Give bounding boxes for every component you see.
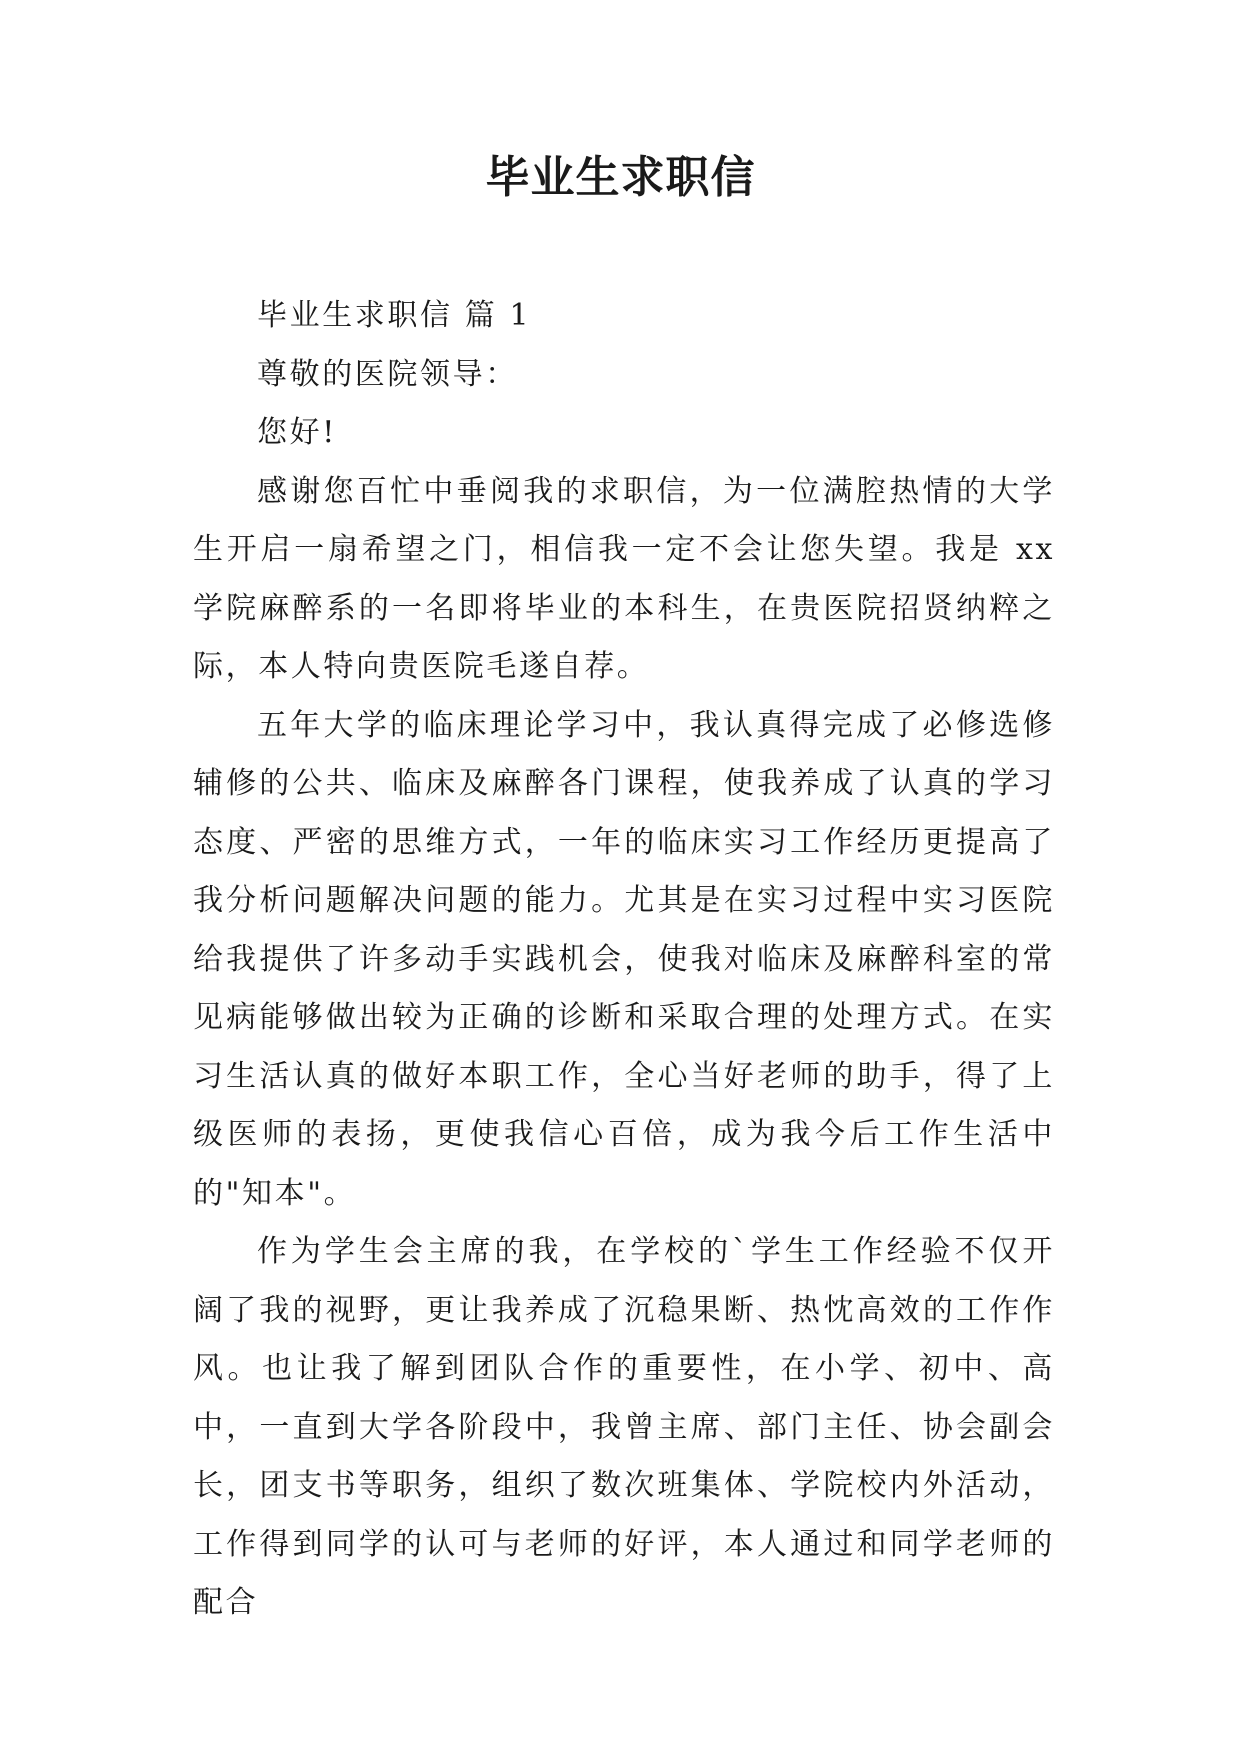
- document-title: 毕业生求职信: [485, 152, 756, 203]
- greeting: 您好!: [257, 415, 337, 450]
- document-body: [193, 287, 1055, 1633]
- section-heading: 毕业生求职信 篇 1: [257, 298, 532, 333]
- body-paragraph: 感谢您百忙中垂阅我的求职信，为一位满腔热情的大学生开启一扇希望之门，相信我一定不会让您失望。我是 xx 学院麻醉系的一名即将毕业的本科生，在贵医院招贤纳粹之际，本人特向贵医院毛遂自荐。: [193, 473, 1055, 684]
- body-paragraph: 五年大学的临床理论学习中，我认真得完成了必修选修辅修的公共、临床及麻醉各门课程，使我养成了认真的学习态度、严密的思维方式，一年的临床实习工作经历更提高了我分析问题解决问题的能力。尤其是在实习过程中实习医院给我提供了许多动手实践机会，使我对临床及麻醉科室的常见病能够做出较为正确的诊断和采取合理的处理方式。在实习生活认真的做好本职工作，全心当好老师的助手，得了上级医师的表扬，更使我信心百倍，成为我今后工作生活中的"知本"。: [193, 707, 1055, 1211]
- salutation: 尊敬的医院领导：: [257, 356, 518, 392]
- body-paragraph: 作为学生会主席的我，在学校的`学生工作经验不仅开阔了我的视野，更让我养成了沉稳果断、热忱高效的工作作风。也让我了解到团队合作的重要性，在小学、初中、高中，一直到大学各阶段中，我曾主席、部门主任、协会副会长，团支书等职务，组织了数次班集体、学院校内外活动，工作得到同学的认可与老师的好评，本人通过和同学老师的配合: [193, 1234, 1055, 1620]
